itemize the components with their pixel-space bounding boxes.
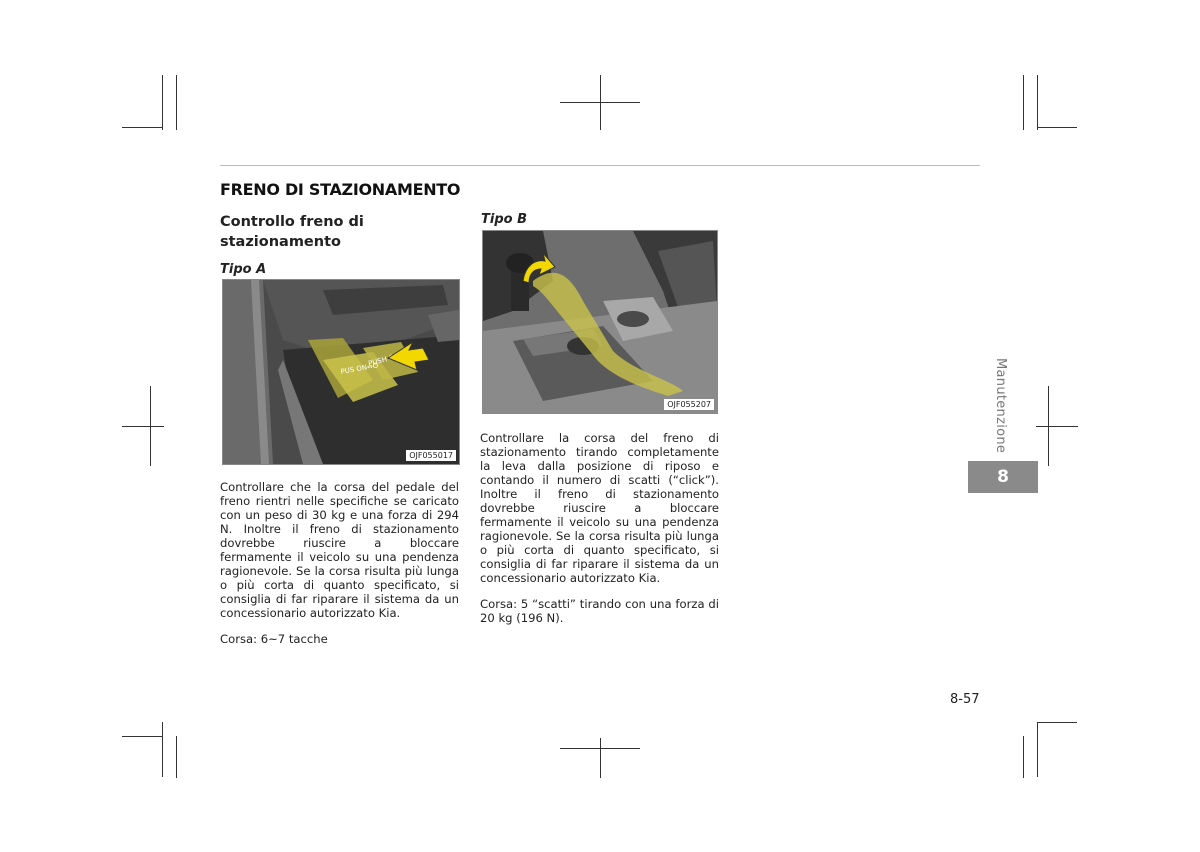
page-number: 8-57 [950, 692, 980, 707]
type-a-spec: Corsa: 6~7 tacche [220, 632, 328, 646]
pedal-label-2: PUSH [367, 355, 388, 368]
type-a-text [220, 480, 459, 658]
brake-pedal-illustration [223, 280, 459, 464]
section-side-label [988, 358, 1018, 458]
top-rule [220, 165, 980, 166]
type-a-label: Tipo A [220, 262, 267, 277]
type-b-spec: Corsa: 5 “scatti” tirando con una forza di 20 kg (196 N). [480, 597, 719, 625]
chapter-number-box: 8 [968, 461, 1038, 493]
type-b-label: Tipo B [481, 212, 527, 227]
type-a-figure-code: OJF055017 [406, 450, 456, 461]
pedal-label-1: PUS ON⇔O [339, 361, 379, 376]
section-title: FRENO DI STAZIONAMENTO [220, 180, 461, 199]
type-a-figure [222, 279, 460, 465]
type-a-paragraph: Controllare che la corsa del pedale del freno rientri nelle specifiche se caricato con un peso di 30 kg e una forza di 294 N. Inoltre il freno di stazionamento dovrebbe riuscire a bloccare fermamente il veicolo su una pendenza ragionevole. Se la corsa risulta più lunga o più corta di quanto specificato, si consiglia di far riparare il sistema da un concessionario autorizzato Kia. [220, 480, 459, 620]
section-side-label-text: Manutenzione [993, 358, 1008, 454]
subsection-title: Controllo freno di stazionamento [220, 214, 364, 250]
type-b-figure-code: OJF055207 [664, 399, 714, 410]
type-b-figure [482, 230, 718, 414]
type-b-paragraph: Controllare la corsa del freno di stazionamento tirando completamente la leva dalla posizione di riposo e contando il numero di scatti (“click”). Inoltre il freno di stazionamento dovrebbe riuscire a bloccare fermamente il veicolo su una pendenza ragionevole. Se la corsa risulta più lunga o più corta di quanto specificato, si consiglia di far riparare il sistema da un concessionario autorizzato Kia. [480, 431, 719, 585]
hand-brake-lever-illustration [483, 231, 717, 413]
type-b-text [480, 431, 719, 637]
